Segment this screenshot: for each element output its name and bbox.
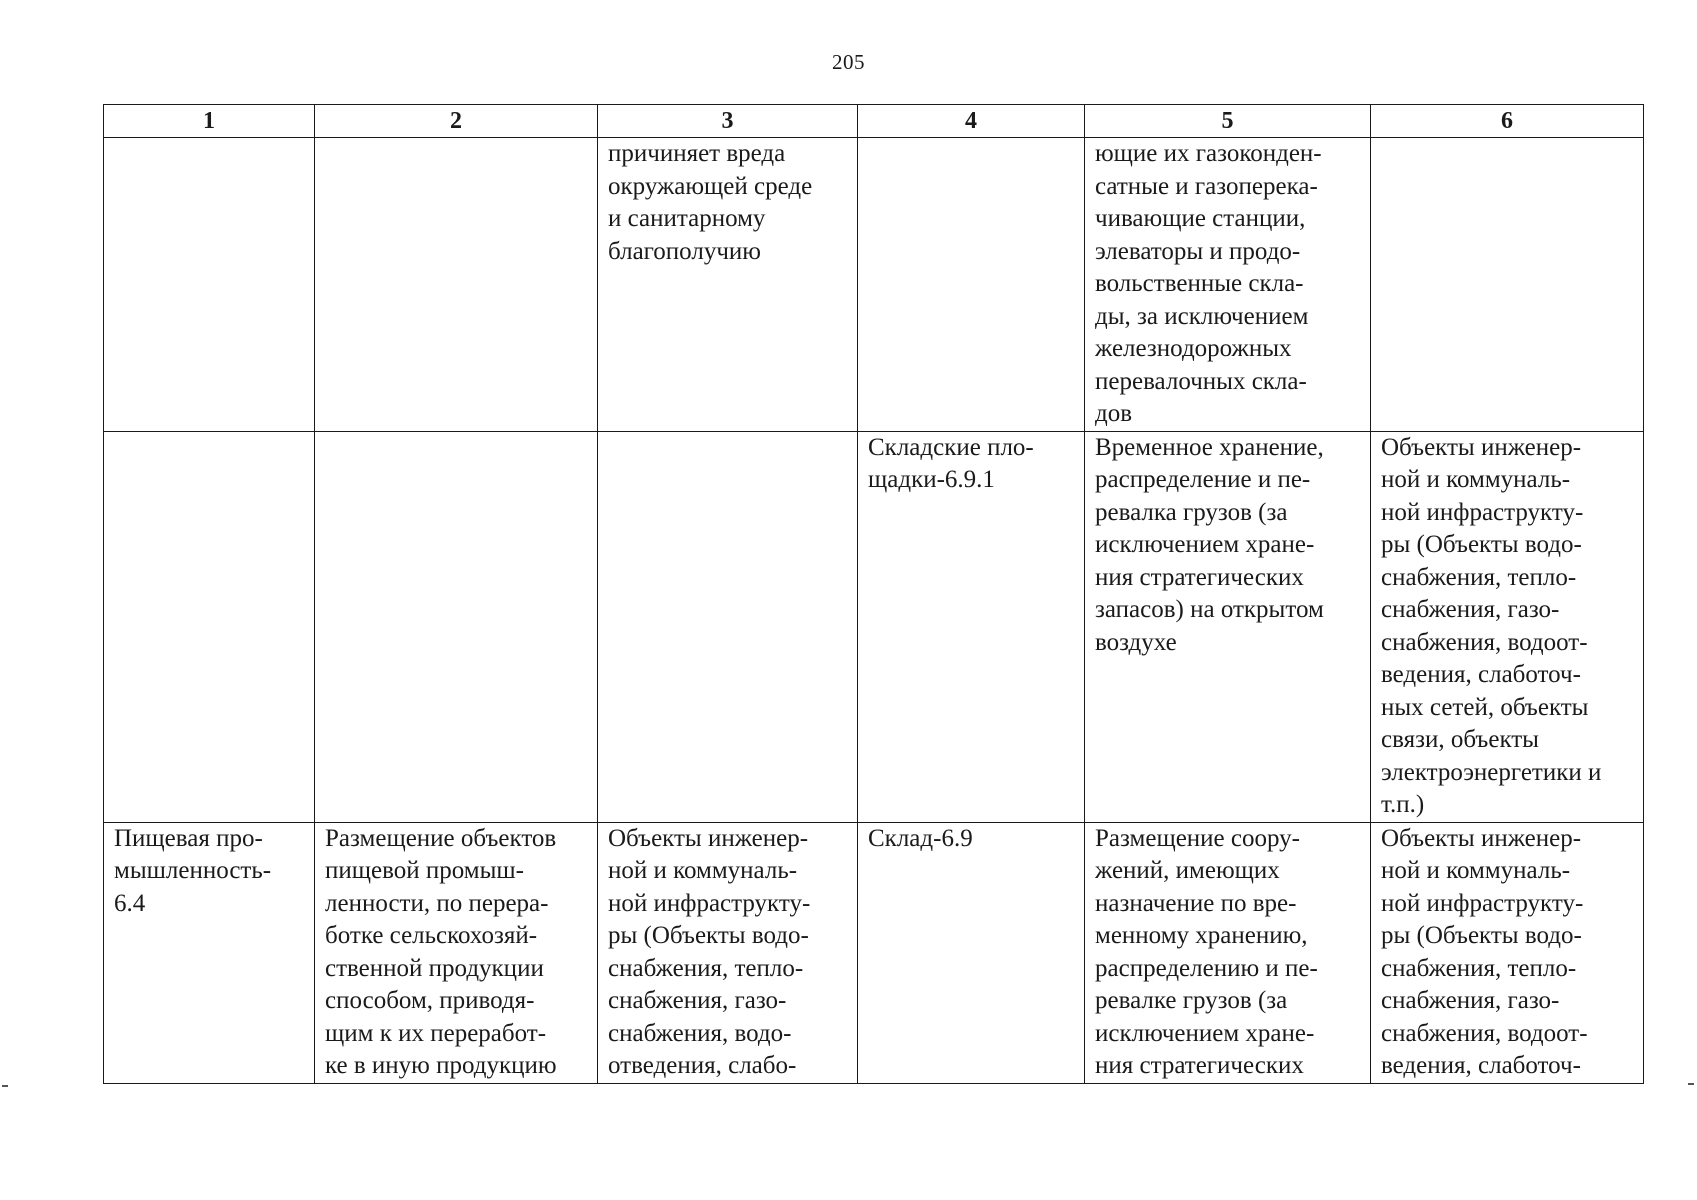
column-header-3: 3 [598, 105, 858, 138]
cell-text: Объекты инженер- ной и коммуналь- ной инфраструкту- ры (Объекты водо- снабжения, тепло- снабжения, газо- снабжения, водоот- ведения, слаботоч- ных сетей, объекты связи, объекты электроэнергетики и т.п.) [1381, 433, 1602, 818]
column-header-6: 6 [1371, 105, 1644, 138]
table-cell [858, 431, 1085, 822]
table-cell [315, 431, 598, 822]
table-cell [858, 822, 1085, 1083]
cell-text: Размещение объектов пищевой промыш- ленности, по перера- ботке сельскохозяй- ственной продукции способом, приводя- щим к их переработ- ке в иную продукцию [325, 824, 557, 1079]
cell-text: Склад-6.9 [868, 824, 973, 852]
cell-text: ющие их газоконден- сатные и газоперека- чивающие станции, элеваторы и продо- вольственные скла- ды, за исключением железнодорожных перевалочных скла- дов [1095, 140, 1322, 427]
table-cell [104, 138, 315, 432]
table-cell [598, 138, 858, 432]
table-cell [1085, 822, 1371, 1083]
table-cell [1085, 138, 1371, 432]
cell-text: Складские пло- щадки-6.9.1 [868, 433, 1034, 493]
cell-text: причиняет вреда окружающей среде и санитарному благополучию [608, 140, 813, 265]
table-cell [1085, 431, 1371, 822]
column-header-1: 1 [104, 105, 315, 138]
column-header-5: 5 [1085, 105, 1371, 138]
cell-text: Объекты инженер- ной и коммуналь- ной инфраструкту- ры (Объекты водо- снабжения, тепло- снабжения, газо- снабжения, водо- отведения, слабо- [608, 824, 811, 1079]
scan-edge-mark-right [1688, 1083, 1694, 1085]
table-row [104, 138, 1644, 432]
cell-text: Временное хранение, распределение и пе- ревалка грузов (за исключением хране- ния стратегических запасов) на открытом воздухе [1095, 433, 1324, 656]
table-cell [1371, 431, 1644, 822]
table-cell [315, 138, 598, 432]
table-cell [104, 431, 315, 822]
scan-edge-mark-left [2, 1085, 8, 1087]
table-cell [1371, 138, 1644, 432]
table-row [104, 431, 1644, 822]
table-cell [598, 822, 858, 1083]
table-cell [104, 822, 315, 1083]
cell-text: Пищевая про- мышленность- 6.4 [114, 824, 272, 917]
land-use-table [103, 104, 1644, 1084]
table-row [104, 822, 1644, 1083]
cell-text: Объекты инженер- ной и коммуналь- ной инфраструкту- ры (Объекты водо- снабжения, тепло- снабжения, газо- снабжения, водоот- ведения, слаботоч- [1381, 824, 1588, 1079]
page-number: 205 [832, 50, 865, 74]
table-cell [315, 822, 598, 1083]
column-header-4: 4 [858, 105, 1085, 138]
column-header-2: 2 [315, 105, 598, 138]
cell-text: Размещение соору- жений, имеющих назначение по вре- менному хранению, распределению и пе- ревалке грузов (за исключением хране- ния стратегических [1095, 824, 1318, 1079]
table-cell [1371, 822, 1644, 1083]
table-header-row [104, 105, 1644, 138]
table-cell [858, 138, 1085, 432]
table-cell [598, 431, 858, 822]
